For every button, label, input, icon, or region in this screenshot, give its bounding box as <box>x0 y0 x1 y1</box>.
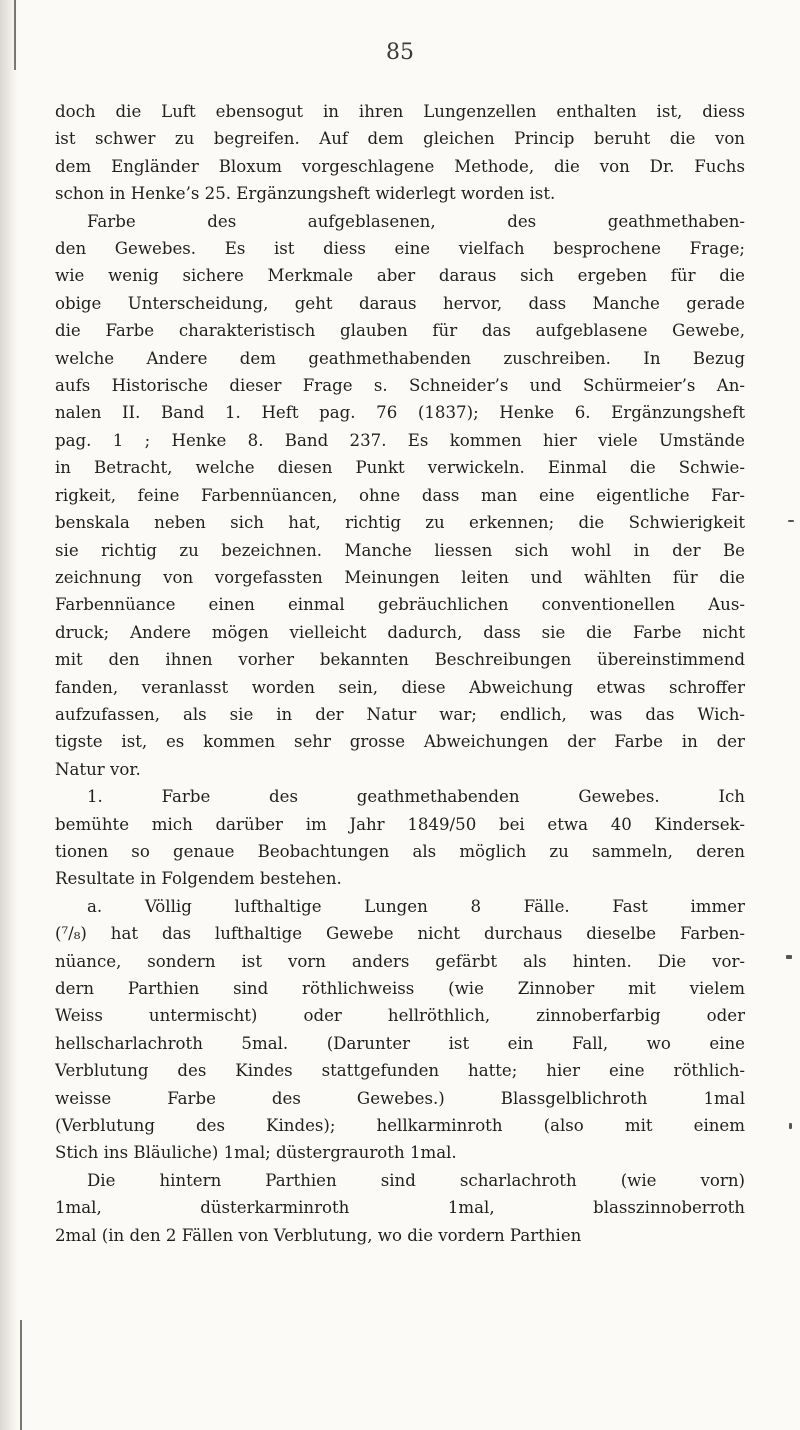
text-line: tionen so genaue Beobachtungen als möglich zu sammeln, deren <box>55 841 745 861</box>
text-line: Natur vor. <box>55 759 141 779</box>
text-line: 2mal (in den 2 Fällen von Verblutung, wo die vordern Parthien <box>55 1225 582 1245</box>
text-line: weisse Farbe des Gewebes.) Blassgelblichroth 1mal <box>55 1088 745 1108</box>
scan-speck <box>789 1123 792 1129</box>
text-line: die Farbe charakteristisch glauben für das aufgeblasene Gewebe, <box>55 321 745 341</box>
text-line: doch die Luft ebensogut in ihren Lungenzellen enthalten ist, diess <box>55 102 745 121</box>
text-line: nüance, sondern ist vorn anders gefärbt als hinten. Die vor- <box>55 951 745 971</box>
text-line: schon in Henke’s 25. Ergänzungsheft widerlegt worden ist. <box>55 184 556 204</box>
text-line: fanden, veranlasst worden sein, diese Abweichung etwas schroffer <box>55 677 745 697</box>
text-line: (Verblutung des Kindes); hellkarminroth (also mit einem <box>55 1116 745 1136</box>
text-line: (⁷/₈) hat das lufthaltige Gewebe nicht durchaus dieselbe Farben- <box>55 924 745 944</box>
text-line: wie wenig sichere Merkmale aber daraus sich ergeben für die <box>55 266 745 286</box>
text-line: a. Völlig lufthaltige Lungen 8 Fälle. Fast immer <box>87 896 745 916</box>
text-line: druck; Andere mögen vielleicht dadurch, dass sie die Farbe nicht <box>55 622 745 642</box>
text-line: obige Unterscheidung, geht daraus hervor, dass Manche gerade <box>55 293 745 313</box>
page-number: 85 <box>386 40 414 65</box>
text-line: aufs Historische dieser Frage s. Schneider’s und Schürmeier’s An- <box>55 376 745 396</box>
text-line: 1. Farbe des geathmethabenden Gewebes. Ich <box>87 787 745 807</box>
text-line: zeichnung von vorgefassten Meinungen leiten und wählten für die <box>55 567 745 587</box>
text-line: rigkeit, feine Farbennüancen, ohne dass man eine eigentliche Far- <box>55 485 745 505</box>
page-edge-mark <box>20 1320 22 1430</box>
text-line: den Gewebes. Es ist diess eine vielfach besprochene Frage; <box>55 239 745 259</box>
text-line: hellscharlachroth 5mal. (Darunter ist ein Fall, wo eine <box>55 1033 745 1053</box>
text-line: Stich ins Bläuliche) 1mal; düstergrauroth 1mal. <box>55 1143 457 1163</box>
text-line: Farbennüance einen einmal gebräuchlichen conventionellen Aus- <box>55 595 745 615</box>
text-line: dem Engländer Bloxum vorgeschlagene Methode, die von Dr. Fuchs <box>55 156 745 176</box>
text-line: Resultate in Folgendem bestehen. <box>55 869 342 889</box>
text-line: Verblutung des Kindes stattgefunden hatte; hier eine röthlich- <box>55 1061 745 1081</box>
text-line: sie richtig zu bezeichnen. Manche liessen sich wohl in der Be <box>55 540 745 560</box>
text-line: benskala neben sich hat, richtig zu erkennen; die Schwierigkeit <box>55 513 745 533</box>
text-line: Die hintern Parthien sind scharlachroth (wie vorn) <box>87 1170 745 1190</box>
text-line: bemühte mich darüber im Jahr 1849/50 bei etwa 40 Kindersek- <box>55 814 745 834</box>
text-line: ist schwer zu begreifen. Auf dem gleichen Princip beruht die von <box>55 129 745 149</box>
scan-speck <box>788 520 794 522</box>
text-line: aufzufassen, als sie in der Natur war; endlich, was das Wich- <box>55 704 745 724</box>
body-text <box>55 98 745 1249</box>
text-line: in Betracht, welche diesen Punkt verwickeln. Einmal die Schwie- <box>55 458 745 478</box>
text-line: welche Andere dem geathmethabenden zuschreiben. In Bezug <box>55 348 745 368</box>
text-line: dern Parthien sind röthlichweiss (wie Zinnober mit vielem <box>55 979 745 998</box>
scan-speck <box>786 955 792 959</box>
text-line: nalen II. Band 1. Heft pag. 76 (1837); Henke 6. Ergänzungsheft <box>55 403 745 423</box>
text-line: 1mal, düsterkarminroth 1mal, blasszinnoberroth <box>55 1198 745 1218</box>
text-line: tigste ist, es kommen sehr grosse Abweichungen der Farbe in der <box>55 732 745 752</box>
text-line: Farbe des aufgeblasenen, des geathmethaben- <box>87 211 745 231</box>
text-line: pag. 1 ; Henke 8. Band 237. Es kommen hier viele Umstände <box>55 430 745 450</box>
page-gutter-shadow <box>0 0 18 1430</box>
text-line: Weiss untermischt) oder hellröthlich, zinnoberfarbig oder <box>55 1006 745 1026</box>
text-line: mit den ihnen vorher bekannten Beschreibungen übereinstimmend <box>55 650 745 670</box>
